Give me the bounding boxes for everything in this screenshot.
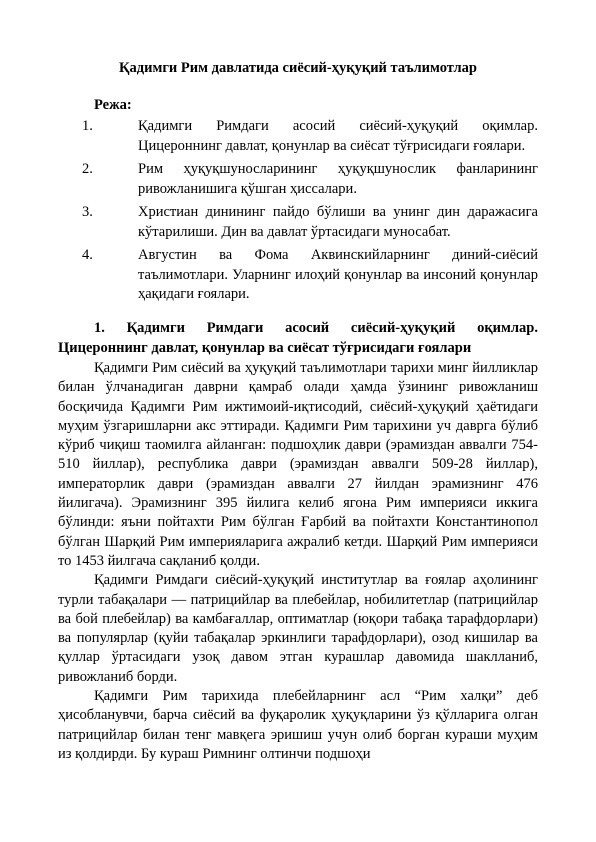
- plan-heading: Режа:: [94, 97, 132, 113]
- body-text: [58, 359, 538, 764]
- section-heading: 1. Қадимги Римдаги асосий сиёсий-ҳуқуқий оқимлар. Цицероннинг давлат, қонунлар ва сиёсат тўғрисидаги ғоялари: [58, 320, 538, 356]
- plan-item: [82, 203, 538, 242]
- plan-item-number: 3.: [82, 204, 93, 220]
- plan-item-number: 4.: [82, 247, 93, 263]
- plan-item: [82, 246, 538, 305]
- paragraph: Қадимги Рим тарихида плебейларнинг асл “Рим халқи” деб ҳисобланувчи, барча сиёсий ва фуқаролик ҳуқуқларини ўз қўлларига олган патрицийлар билан тенг мавқега эришиш учун олиб борган кураши муҳим из қолдирди. Бу кураш Римнинг олтинчи подшоҳи: [58, 688, 538, 762]
- plan-item-number: 1.: [82, 118, 93, 134]
- document-title: Қадимги Рим давлатида сиёсий-ҳуқуқий таълимотлар: [119, 60, 477, 76]
- paragraph: Қадимги Рим сиёсий ва ҳуқуқий таълимотлари тарихи минг йилликлар билан ўлчанадиган даврни қамраб олади ҳамда ўзининг ривожланиш босқичида Қадимги Рим ижтимоий-иқтисодий, сиёсий-ҳуқуқий ҳаётидаги муҳим ўзгаришларни акс эттиради. Қадимги Рим тарихини уч даврга бўлиб кўриб чиқиш таомилга айланган: подшоҳлик даври (эрамиздан аввалги 754-510 йиллар), республика даври (эрамиздан аввалги 509-28 йиллар), императорлик даври (эрамиздан аввалги 27 йилдан эрамизнинг 476 йилигача). Эрамизнинг 395 йилига келиб ягона Рим империяси иккига бўлинди: яъни пойтахти Рим бўлган Ғарбий ва пойтахти Константинопол бўлган Шарқий Рим империяларига ажралиб кетди. Шарқий Рим империяси то 1453 йилгача сақланиб қолди.: [58, 360, 538, 569]
- plan-item-text: Қадимги Римдаги асосий сиёсий-ҳуқуқий оқимлар. Цицероннинг давлат, қонунлар ва сиёсат тўғрисидаги ғоялари.: [138, 118, 538, 154]
- plan-item-text: Августин ва Фома Аквинскийларнинг диний-сиёсий таълимотлари. Уларнинг илоҳий қонунлар ва инсоний қонунлар ҳақидаги ғоялари.: [138, 247, 538, 302]
- plan-item-number: 2.: [82, 161, 93, 177]
- paragraph: Қадимги Римдаги сиёсий-ҳуқуқий институтлар ва ғоялар аҳолининг турли табақалари — патрицийлар ва плебейлар, нобилитетлар (патрицийлар ва бой плебейлар) ва камбағаллар, оптиматлар (юқори табақа тарафдорлари) ва популярлар (қуйи табақалар эркинлиги тарафдорлари), озод кишилар ва қуллар ўртасидаги узоқ давом этган курашлар давомида шаклланиб, ривожланиб борди.: [58, 572, 538, 685]
- plan-item-text: Рим ҳуқуқшуносларининг ҳуқуқшунослик фанларининг ривожланишига қўшган ҳиссалари.: [138, 161, 538, 197]
- plan-item: [82, 117, 538, 156]
- plan-item: [82, 160, 538, 199]
- plan-item-text: Христиан динининг пайдо бўлиши ва унинг дин даражасига кўтарилиши. Дин ва давлат ўртасидаги муносабат.: [138, 204, 538, 240]
- plan-list: [82, 117, 538, 309]
